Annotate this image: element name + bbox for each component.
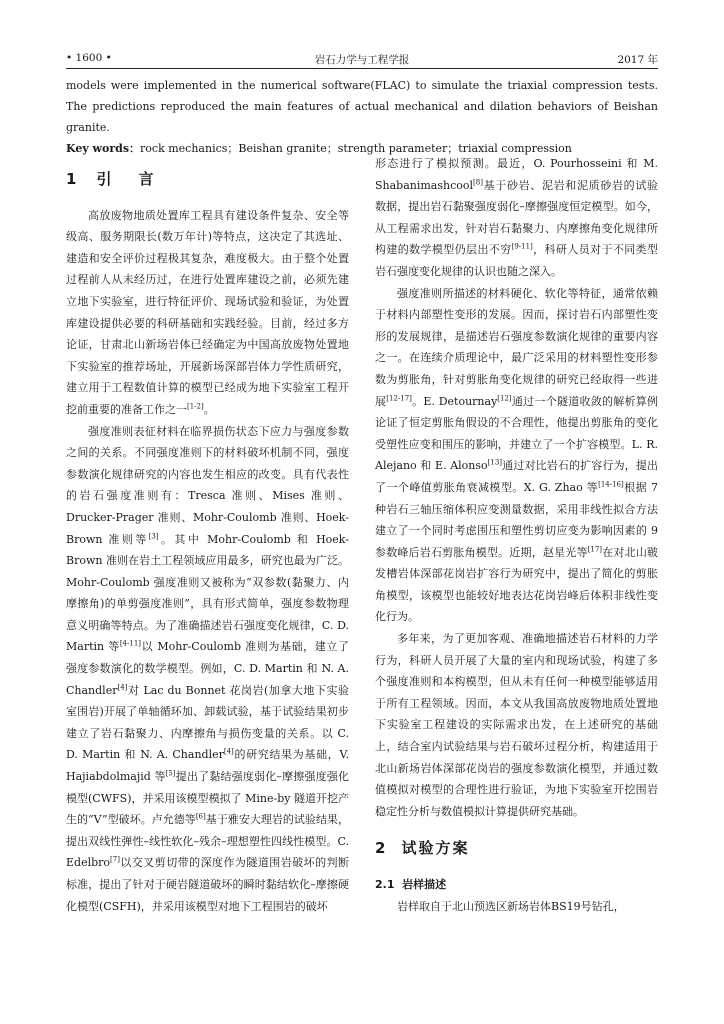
subsection-2-1-number: 2.1 <box>375 878 395 891</box>
running-header <box>66 52 658 68</box>
intro-paragraph-3: 强度准则所描述的材料硬化、软化等特征，通常依赖于材料内部塑性变形的发展。因而，探讨岩石内部塑性变形的发展规律，是描述岩石强度参数演化规律的重要内容之一。在连续介质理论中，最广泛采用的材料塑性变形参数为剪胀角，针对剪胀角变化规律的研究已经取得一些进展[12-17]。E. Detournay[12]通过一个隧道收敛的解析算例论证了恒定剪胀角假设的不合理性，他提出剪胀角的变化受塑性应变和围压的影响，并建立了一个扩容模型。L. R. Alejano 和 E. Alonso[13]通过对比岩石的扩容行为，提出了一个峰值剪胀角衰减模型。X. G. Zhao 等[14-16]根据 7 种岩石三轴压缩体积应变测量数据，采用非线性拟合方法建立了一个同时考虑围压和塑性剪切应变为影响因素的 9 参数峰后岩石剪胀角模型。近期，赵星光等[17]在对北山皲发槽岩体深部花岗岩扩容行为研究中，提出了简化的剪胀角模型，该模型也能较好地表达花岗岩峰后体积非线性变化行为。 <box>375 286 659 624</box>
journal-title: 岩石力学与工程学报 <box>314 54 410 66</box>
left-column <box>66 153 349 917</box>
right-column <box>375 153 658 917</box>
abstract-text: models were implemented in the numerical software(FLAC) to simulate the triaxial compression tests. The predictions reproduced the main features of actual mechanical and dilation behaviors of Beishan granite. <box>66 79 658 134</box>
abstract-block <box>66 75 658 159</box>
section-1-number: 1 <box>66 170 83 188</box>
intro-paragraph-2-cont: 形态进行了模拟预测。最近，O. Pourhosseini 和 M. Shabanimashcool[8]基于砂岩、泥岩和泥质砂岩的试验数据，提出岩石黏聚强度弱化–摩擦强度恒定模型。如今，从工程需求出发，针对岩石黏聚力、内摩擦角变化规律所构建的数学模型仍层出不穷[9-11]，科研人员对于不同类型岩石强度变化规律的认识也随之深入。 <box>375 157 659 278</box>
header-rule <box>66 68 658 69</box>
section-2-title: 试验方案 <box>401 839 470 858</box>
sample-description: 岩样取自于北山预选区新场岩体BS19号钻孔， <box>397 899 625 913</box>
section-1-title: 引 言 <box>96 170 160 188</box>
intro-paragraph-4: 多年来，为了更加客观、准确地描述岩石材料的力学行为，科研人员开展了大量的室内和现场试验，构建了多个强度准则和本构模型，但从未有任何一种模型能够适用于所有工程领域。因而，本文从我国高放废物地质处置地下实验室工程建设的实际需求出发，在上述研究的基础上，结合室内试验结果与岩石破坏过程分析，构建适用于北山新场岩体深部花岗岩的强度参数演化模型，并通过数值模拟对模型的合理性进行验证，为地下实验室开挖围岩稳定性分析与数值模拟计算提供研究基础。 <box>375 632 658 818</box>
intro-paragraph-2: 强度准则表征材料在临界损伤状态下应力与强度参数之间的关系。不同强度准则下的材料破坏机制不同，强度参数演化规律研究的内容也发生相应的改变。具有代表性的岩石强度准则有：Tresca 准则、Mises 准则、Drucker-Prager 准则、Mohr-Coulomb 准则、Hoek-Brown 准则等[3]。其中 Mohr-Coulomb 和 Hoek-Brown 准则在岩土工程领域应用最多，研究也最为广泛。Mohr-Coulomb 强度准则又被称为“双参数(黏聚力、内摩擦角)的单剪强度准则”，具有形式简单，强度参数物理意义明确等特点。为了准确描述岩石强度变化规律，C. D. Martin 等[4-11]以 Mohr-Coulomb 准则为基础，建立了强度参数演化的数学模型。例如，C. D. Martin 和 N. A. Chandler[4]对 Lac du Bonnet 花岗岩(加拿大地下实验室围岩)开展了单轴循环加、卸载试验，基于试验结果初步建立了岩石黏聚力、内摩擦角与损伤变量的关系。以 C. D. Martin 和 N. A. Chandler[4]的研究结果为基础，V. Hajiabdolmajid 等[5]提出了黏结强度弱化–摩擦强度强化模型(CWFS)，并采用该模型模拟了 Mine-by 隧道开挖产生的“V”型破坏。卢允德等[6]基于雅安大理岩的试验结果，提出双线性弹性–线性软化–残余–理想塑性四线性模型。C. Edelbro[7]以交叉剪切带的深度作为隧道围岩破坏的判断标准，提出了针对于硬岩隧道破坏的瞬时黏结软化–摩擦硬化模型(CSFH)，并采用该模型对地下工程围岩的破坏 <box>66 424 350 913</box>
keywords-label: Key words： <box>66 142 141 155</box>
section-1-heading <box>66 169 349 191</box>
section-2-heading <box>375 838 658 860</box>
page-number: • 1600 • <box>66 52 112 64</box>
section-2-number: 2 <box>375 839 388 858</box>
keywords-text: rock mechanics；Beishan granite；strength parameter；triaxial compression <box>140 142 572 155</box>
intro-paragraph-1: 高放废物地质处置库工程具有建设条件复杂、安全等级高、服务期限长(数万年计)等特点，这决定了其选址、建造和安全评价过程极其复杂，难度极大。由于整个处置过程前人从未经历过，在进行处置库建设之前，必须先建立地下实验室，进行特征评价、现场试验和验证，为处置库建设提供必要的科研基础和实践经验。目前，经过多方论证，甘肃北山新场岩体已经确定为中国高放废物处置地下实验室的推荐场址，开展新场深部岩体力学性质研究，建立用于工程数值计算的模型已经成为地下实验室工程开挖前重要的准备工作之一[1-2]。 <box>66 208 349 416</box>
subsection-2-1-title: 岩样描述 <box>402 878 447 891</box>
issue-year: 2017 年 <box>617 54 658 66</box>
subsection-2-1-heading <box>375 874 658 896</box>
